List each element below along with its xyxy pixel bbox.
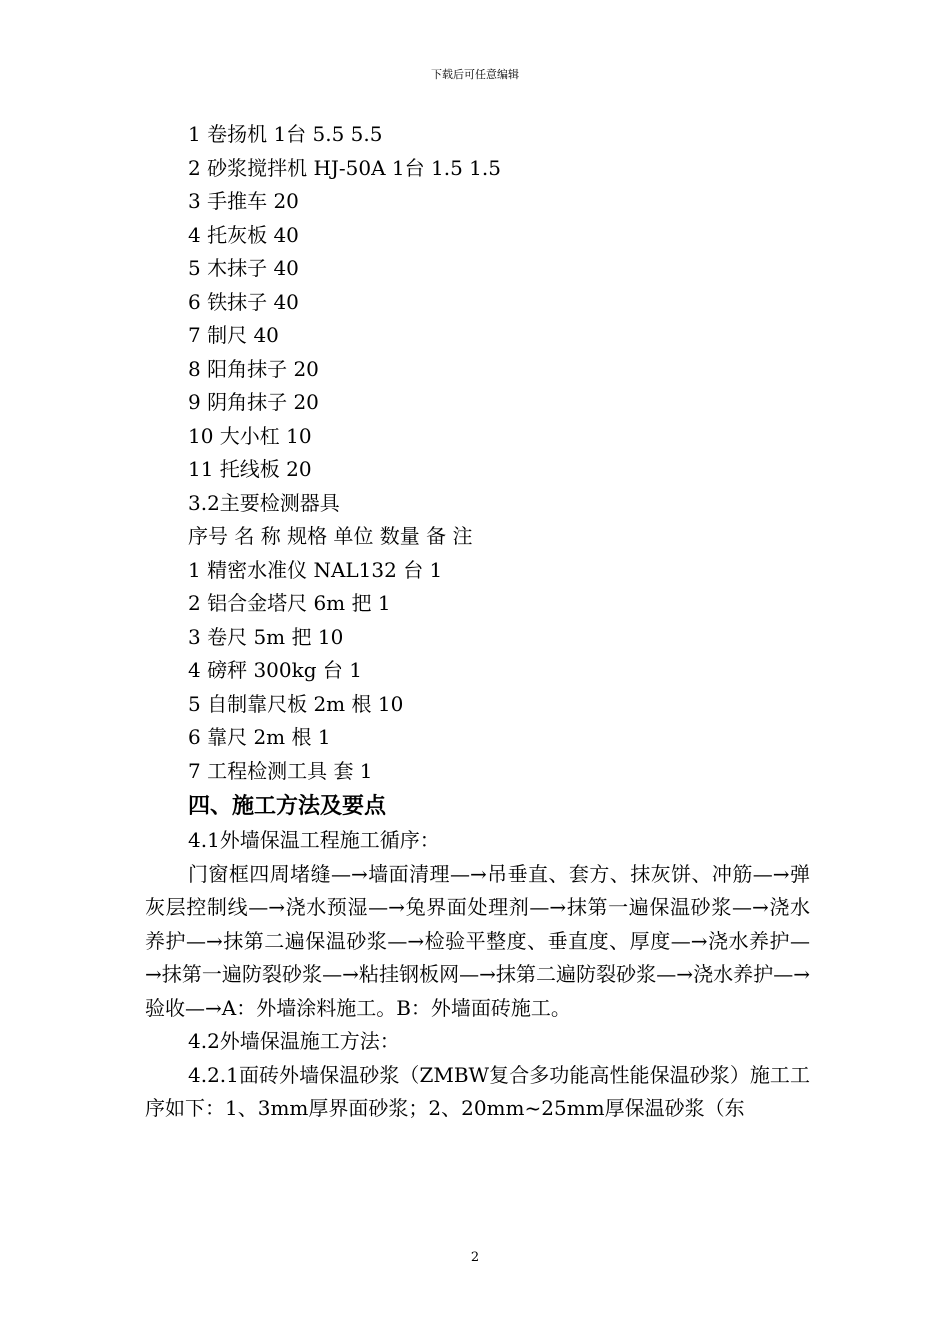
instrument-row: 5 自制靠尺板 2m 根 10 [188,691,404,716]
document-body [145,118,810,1126]
equipment-item: 7 制尺 40 [188,323,279,347]
section-title-3-2: 3.2主要检测器具 [188,490,340,515]
instrument-row: 1 精密水准仪 NAL132 台 1 [188,557,443,582]
equipment-item: 9 阴角抹子 20 [188,390,319,414]
page-number: 2 [470,1250,480,1265]
equipment-item: 4 托灰板 40 [188,222,299,247]
section-heading-4: 四、施工方法及要点 [188,793,387,819]
table-header: 序号 名 称 规格 单位 数量 备 注 [188,524,473,548]
equipment-item: 10 大小杠 10 [188,423,312,448]
equipment-item: 3 手推车 20 [188,189,299,213]
equipment-item: 2 砂浆搅拌机 HJ-50A 1台 1.5 1.5 [188,155,501,180]
equipment-item: 5 木抹子 40 [188,256,299,280]
subsection-4-2-1: 4.2.1面砖外墙保温砂浆（ZMBW复合多功能高性能保温砂浆）施工工序如下：1、3mm厚界面砂浆；2、20mm~25mm厚保温砂浆（东 [145,1062,810,1120]
equipment-item: 1 卷扬机 1台 5.5 5.5 [188,122,383,146]
instrument-row: 7 工程检测工具 套 1 [188,758,373,783]
instrument-row: 6 靠尺 2m 根 1 [188,725,331,749]
instrument-row: 4 磅秤 300kg 台 1 [188,658,362,682]
procedure-paragraph: 门窗框四周堵缝—→墙面清理—→吊垂直、套方、抹灰饼、冲筋—→弹灰层控制线—→浇水预湿—→兔界面处理剂—→抹第一遍保温砂浆—→浇水养护—→抹第二遍保温砂浆—→检验平整度、垂直度、厚度—→浇水养护—→抹第一遍防裂砂浆—→粘挂钢板网—→抹第二遍防裂砂浆—→浇水养护—→验收—→A：外墙涂料施工。B：外墙面砖施工。 [145,861,810,1020]
equipment-item: 8 阳角抹子 20 [188,356,319,381]
header-note: 下载后可任意编辑 [431,68,519,81]
subsection-4-2: 4.2外墙保温施工方法： [188,1029,400,1053]
subsection-4-1: 4.1外墙保温工程施工循序： [188,828,440,852]
equipment-item: 6 铁抹子 40 [188,289,299,314]
equipment-item: 11 托线板 20 [188,457,312,481]
instrument-row: 3 卷尺 5m 把 10 [188,624,344,649]
instrument-row: 2 铝合金塔尺 6m 把 1 [188,591,391,615]
